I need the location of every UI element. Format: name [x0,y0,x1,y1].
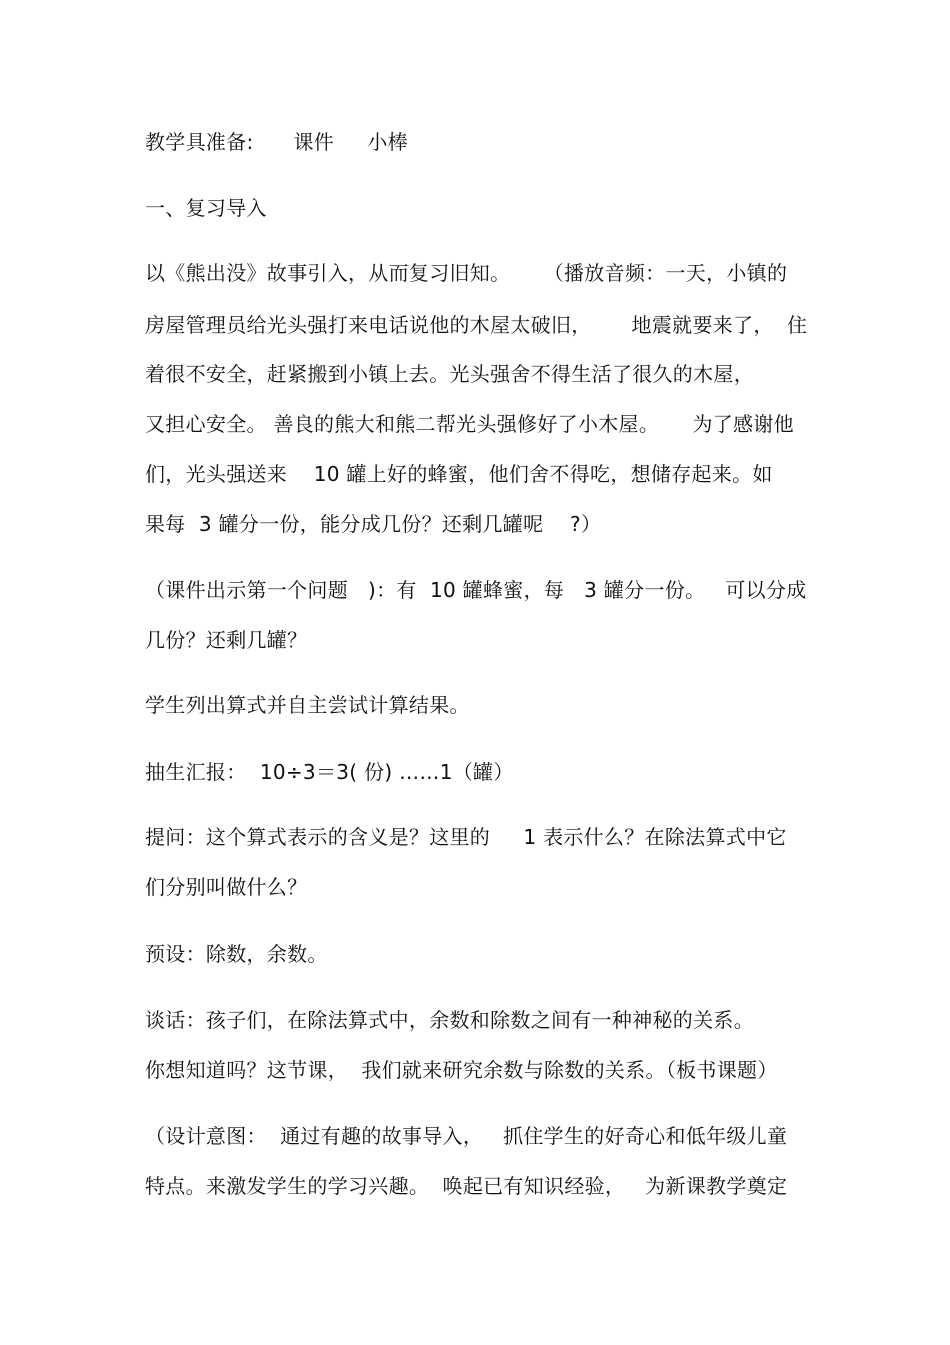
paragraph-line: 以《熊出没》故事引入，从而复习旧知。 （播放音频：一天，小镇的 [145,261,788,285]
paragraph-line: 特点。来激发学生的学习兴趣。 唤起已有知识经验， 为新课教学奠定 [145,1174,788,1198]
paragraph-line: 又担心安全。 善良的熊大和熊二帮光头强修好了小木屋。 为了感谢他 [145,412,794,436]
materials-line: 教学具准备: 课件 小棒 [145,130,408,154]
paragraph-line: 们分别叫做什么？ [145,875,308,899]
paragraph-line: 果每 3 罐分一份，能分成几份？还剩几罐呢 ?） [145,512,602,536]
paragraph-line: 几份？还剩几罐？ [145,628,308,652]
paragraph-line: 着很不安全，赶紧搬到小镇上去。光头强舍不得生活了很久的木屋， [145,362,754,386]
paragraph-line: （设计意图： 通过有趣的故事导入， 抓住学生的好奇心和低年级儿童 [145,1124,788,1148]
paragraph-line: 们，光头强送来 10 罐上好的蜂蜜，他们舍不得吃，想储存起来。如 [145,462,773,486]
paragraph-line: 谈话：孩子们，在除法算式中，余数和除数之间有一种神秘的关系。 [145,1008,754,1032]
paragraph-line: 房屋管理员给光头强打来电话说他的木屋太破旧， 地震就要来了， 住 [145,313,808,337]
paragraph-line: 你想知道吗？这节课， 我们就来研究余数与除数的关系。（板书课题） [145,1058,778,1082]
paragraph-line: 抽生汇报： 10÷3＝3( 份) ……1（罐） [145,760,514,784]
paragraph-line: 预设：除数，余数。 [145,942,328,966]
paragraph-line: （课件出示第一个问题 )：有 10 罐蜂蜜，每 3 罐分一份。 可以分成 [145,578,807,602]
paragraph-line: 学生列出算式并自主尝试计算结果。 [145,693,470,717]
section-heading: 一、复习导入 [145,196,267,220]
paragraph-line: 提问：这个算式表示的含义是？这里的 1 表示什么？在除法算式中它 [145,825,787,849]
